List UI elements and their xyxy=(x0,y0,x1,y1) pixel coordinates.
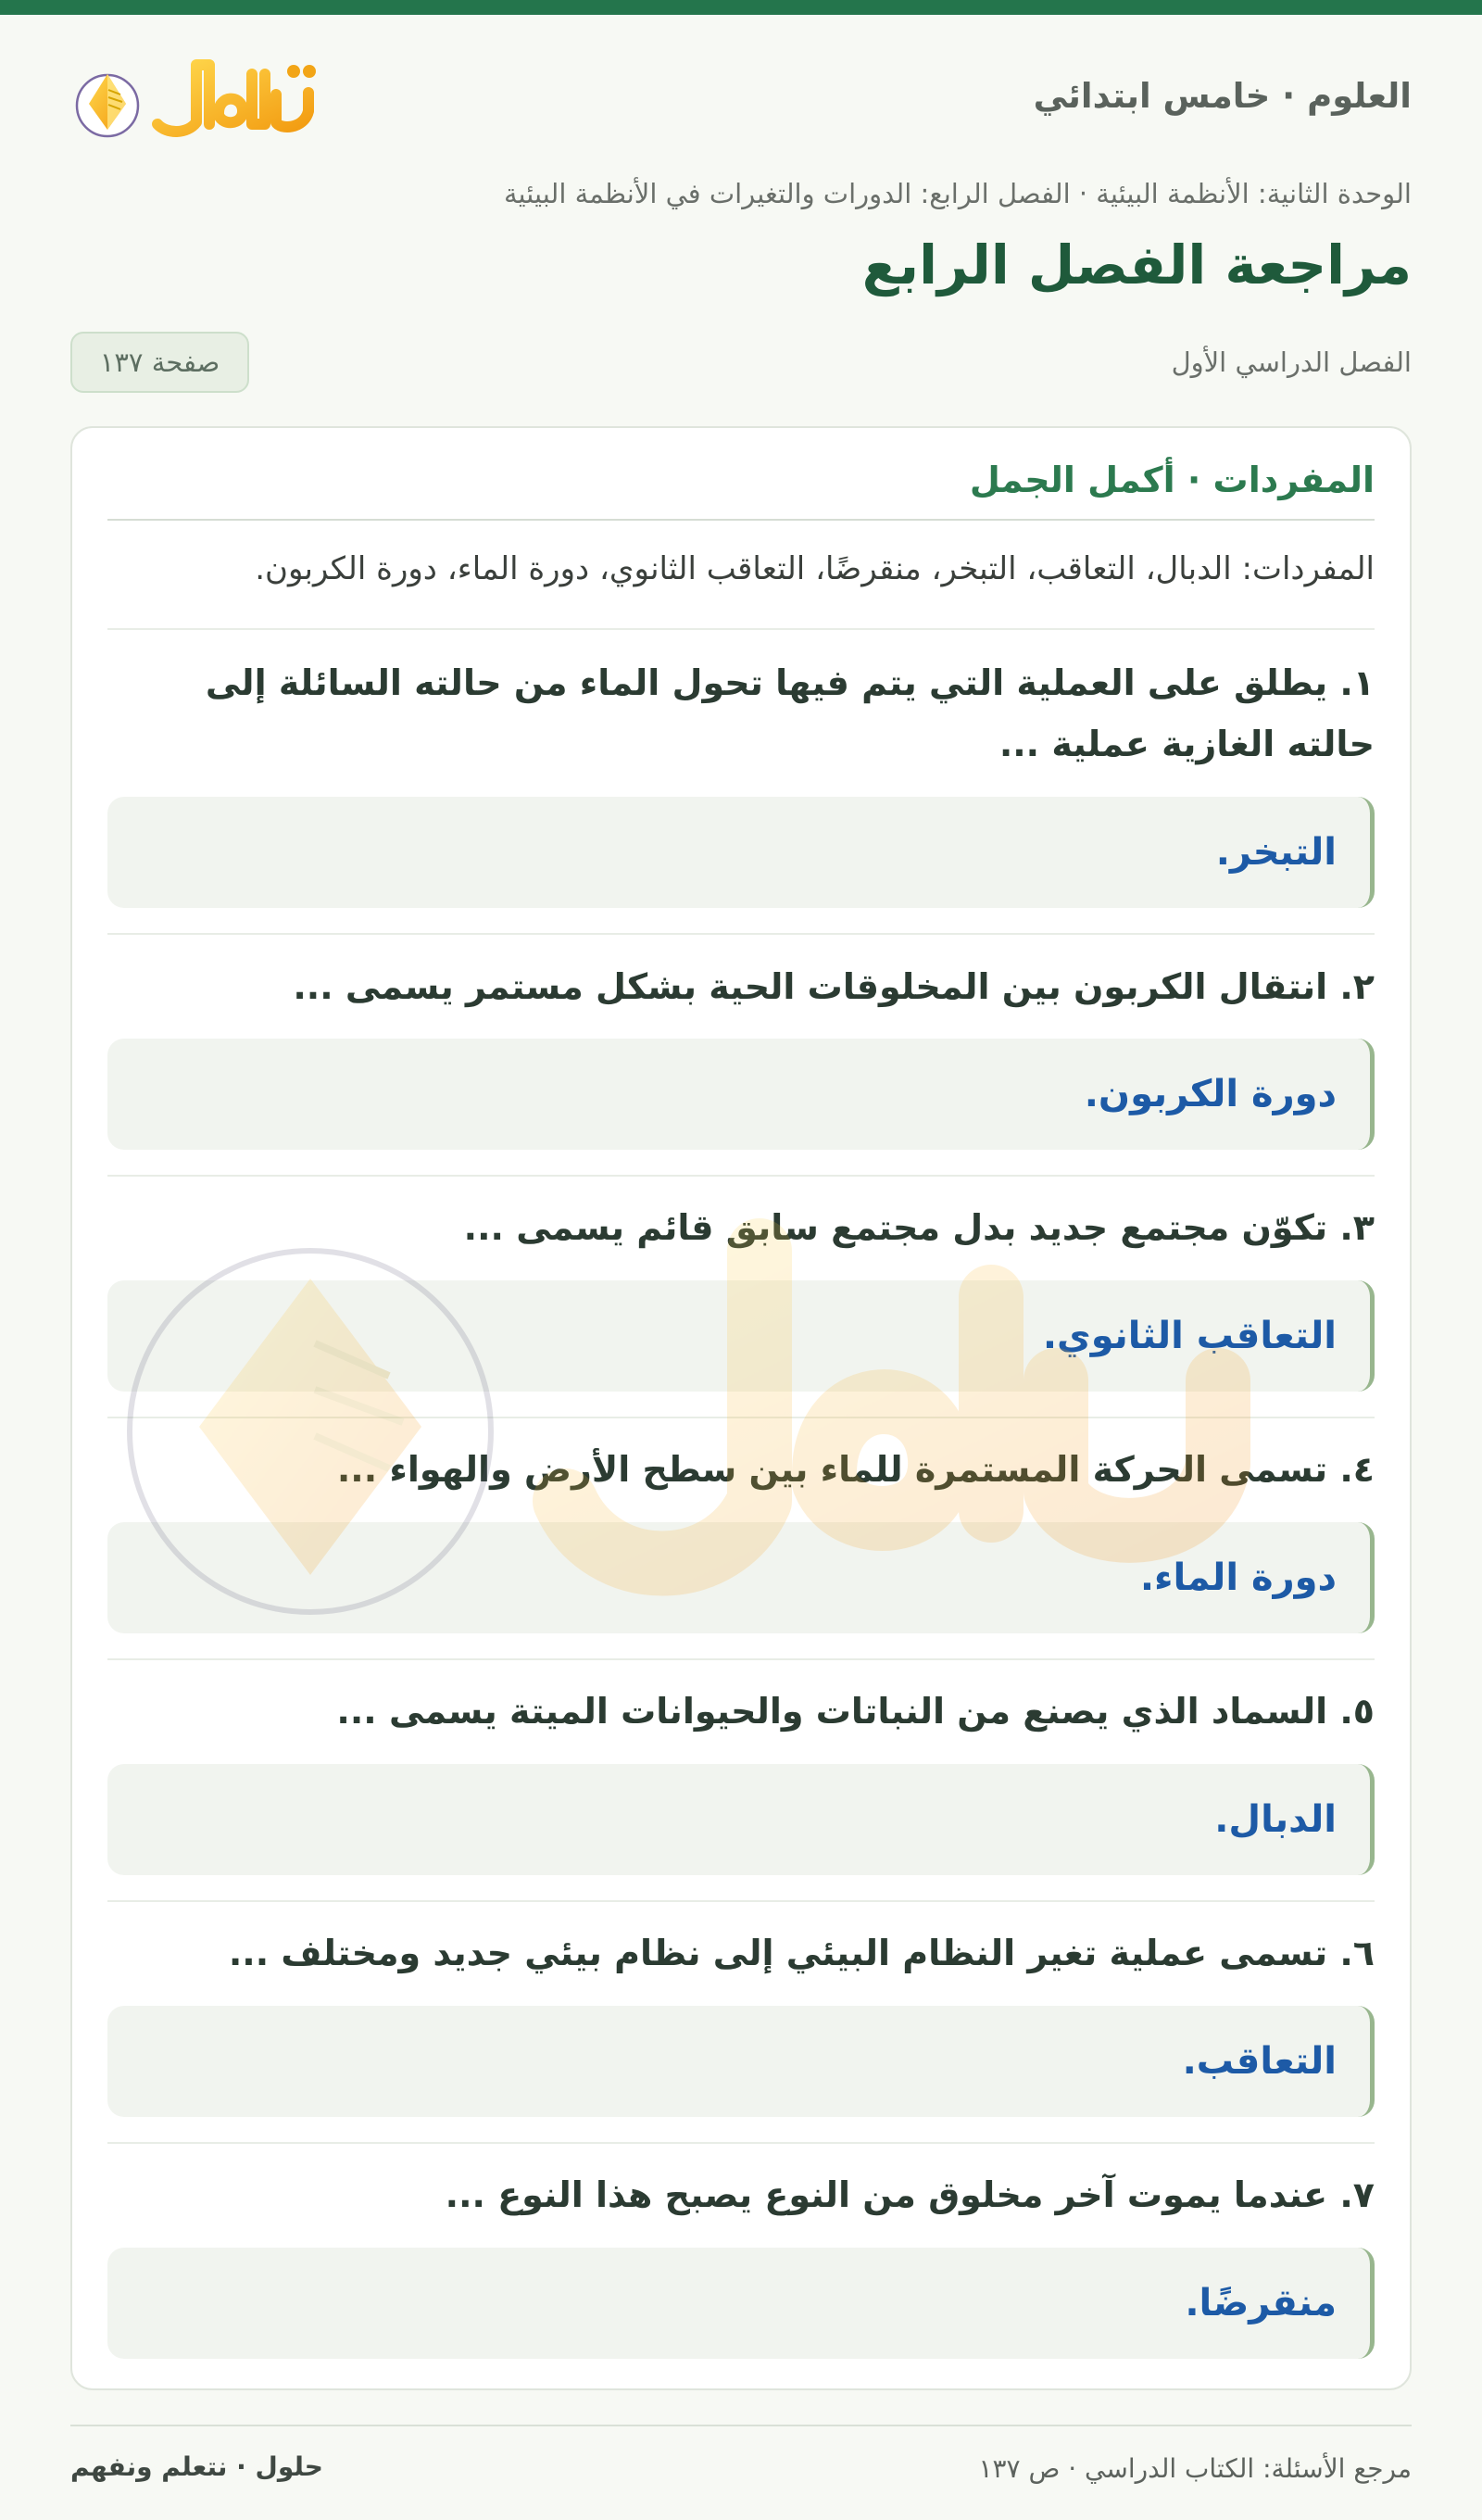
question-4: ٤. تسمى الحركة المستمرة للماء بين سطح الأرض والهواء ... xyxy=(336,1449,1375,1490)
answer-text: التعاقب الثانوي. xyxy=(1042,1315,1337,1357)
answer-7 xyxy=(107,2248,1375,2359)
answer-4 xyxy=(107,1522,1375,1633)
footer-divider xyxy=(70,2425,1412,2426)
footer-brand: حلول · نتعلم ونفهم xyxy=(70,2451,323,2482)
logo[interactable] xyxy=(70,48,320,150)
subject-title: العلوم · خامس ابتدائي xyxy=(1033,76,1412,116)
book-icon xyxy=(70,48,320,150)
question-divider xyxy=(107,933,1375,935)
question-divider xyxy=(107,1658,1375,1660)
question-6: ٦. تسمى عملية تغير النظام البيئي إلى نظام بيئي جديد ومختلف ... xyxy=(228,1933,1375,1973)
answer-2 xyxy=(107,1039,1375,1150)
page-title: مراجعة الفصل الرابع xyxy=(861,233,1412,296)
question-divider xyxy=(107,628,1375,630)
review-card xyxy=(70,426,1412,2390)
answer-6 xyxy=(107,2006,1375,2117)
question-divider xyxy=(107,1175,1375,1177)
header xyxy=(70,48,1412,159)
answer-5 xyxy=(107,1764,1375,1875)
question-1: ١. يطلق على العملية التي يتم فيها تحول الماء من حالته السائلة إلى حالته الغازية عملية ... xyxy=(205,662,1375,764)
page-badge: صفحة ١٣٧ xyxy=(70,332,249,393)
breadcrumb: الوحدة الثانية: الأنظمة البيئية · الفصل الرابع: الدورات والتغيرات في الأنظمة البيئية xyxy=(503,178,1412,209)
question-2: ٢. انتقال الكربون بين المخلوقات الحية بشكل مستمر يسمى ... xyxy=(293,966,1375,1007)
answer-text: التبخر. xyxy=(1215,831,1337,874)
question-divider xyxy=(107,2142,1375,2144)
semester-label: الفصل الدراسي الأول xyxy=(1171,346,1412,378)
question-5: ٥. السماد الذي يصنع من النباتات والحيوانات الميتة يسمى ... xyxy=(336,1691,1375,1732)
section-divider xyxy=(107,519,1375,521)
question-divider xyxy=(107,1417,1375,1418)
answer-text: دورة الماء. xyxy=(1139,1556,1337,1599)
vocabulary-list: المفردات: الدبال، التعاقب، التبخر، منقرضًا، التعاقب الثانوي، دورة الماء، دورة الكربون. xyxy=(255,550,1375,587)
question-3: ٣. تكوّن مجتمع جديد بدل مجتمع سابق قائم يسمى ... xyxy=(463,1207,1375,1248)
question-7: ٧. عندما يموت آخر مخلوق من النوع يصبح هذا النوع ... xyxy=(445,2174,1375,2215)
answer-text: الدبال. xyxy=(1214,1798,1337,1841)
answer-text: دورة الكربون. xyxy=(1084,1073,1337,1115)
section-title: المفردات · أكمل الجمل xyxy=(969,460,1375,500)
question-divider xyxy=(107,1900,1375,1902)
answer-text: التعاقب. xyxy=(1182,2040,1337,2083)
top-accent-bar xyxy=(0,0,1482,15)
answer-text: منقرضًا. xyxy=(1185,2282,1337,2325)
answer-3 xyxy=(107,1280,1375,1392)
answer-1 xyxy=(107,797,1375,908)
footer-source: مرجع الأسئلة: الكتاب الدراسي · ص ١٣٧ xyxy=(978,2453,1412,2484)
